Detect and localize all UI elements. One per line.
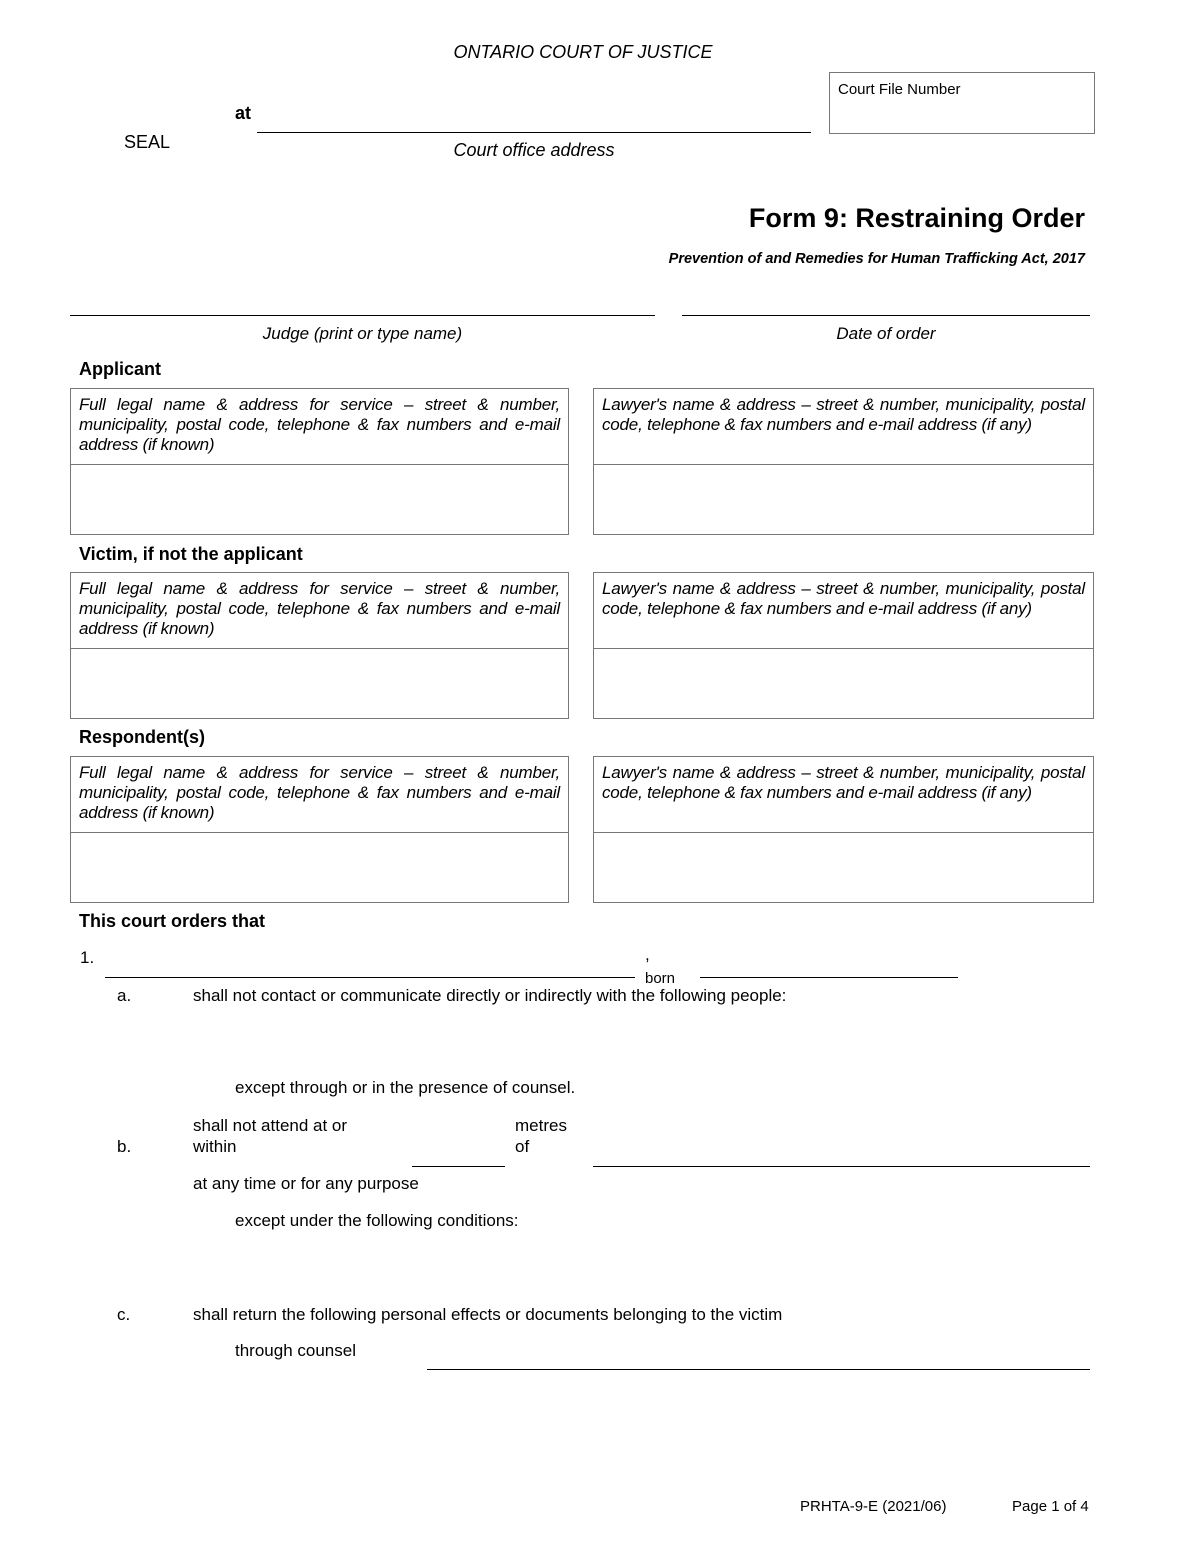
order-a-letter: a. — [117, 986, 132, 1005]
court-file-number-box[interactable] — [829, 72, 1095, 134]
respondent-party-box[interactable] — [70, 756, 569, 903]
order-b-metres: metres of — [515, 1116, 567, 1156]
page-number: Page 1 of 4 — [1012, 1498, 1089, 1515]
order-c-text: shall return the following personal effects or documents belonging to the victim — [193, 1305, 783, 1324]
act-name: Prevention of and Remedies for Human Trafficking Act, 2017 — [668, 251, 1085, 267]
respondent-party-field[interactable] — [71, 833, 568, 904]
respondent-lawyer-label: Lawyer's name & address – street & number, municipality, postal code, telephone & fax numbers and e-mail address (if any) — [594, 757, 1093, 833]
respondent-heading: Respondent(s) — [79, 727, 205, 747]
applicant-lawyer-label: Lawyer's name & address – street & number, municipality, postal code, telephone & fax numbers and e-mail address (if any) — [594, 389, 1093, 465]
applicant-party-label: Full legal name & address for service – street & number, municipality, postal code, telephone & fax numbers and e-mail address (if known) — [71, 389, 568, 465]
form-code: PRHTA-9-E (2021/06) — [800, 1498, 947, 1515]
court-office-address-line[interactable] — [257, 132, 811, 133]
applicant-heading: Applicant — [79, 359, 162, 379]
counsel-line[interactable] — [427, 1369, 1090, 1370]
place-line[interactable] — [593, 1166, 1090, 1167]
at-label: at — [235, 103, 252, 123]
court-office-caption: Court office address — [453, 140, 615, 160]
order-1-number: 1. — [80, 948, 95, 967]
form-title: Form 9: Restraining Order — [748, 203, 1085, 233]
date-caption: Date of order — [836, 324, 936, 343]
court-file-number-label: Court File Number — [838, 81, 961, 98]
applicant-party-field[interactable] — [71, 465, 568, 536]
order-b-anytime: at any time or for any purpose — [193, 1174, 419, 1193]
victim-lawyer-field[interactable] — [594, 649, 1093, 720]
victim-party-field[interactable] — [71, 649, 568, 720]
respondent-lawyer-field[interactable] — [594, 833, 1093, 904]
respondent-name-line[interactable] — [105, 977, 635, 978]
order-a-except: except through or in the presence of counsel. — [235, 1078, 576, 1097]
order-b-text: shall not attend at or within — [193, 1116, 348, 1156]
applicant-lawyer-box[interactable] — [593, 388, 1094, 535]
order-c-through: through counsel — [235, 1341, 356, 1360]
respondent-lawyer-box[interactable] — [593, 756, 1094, 903]
metres-line[interactable] — [412, 1166, 505, 1167]
order-c-letter: c. — [117, 1305, 131, 1324]
order-b-except: except under the following conditions: — [235, 1211, 519, 1230]
comma: , — [645, 945, 650, 964]
orders-heading: This court orders that — [79, 911, 266, 931]
date-of-order-line[interactable] — [682, 315, 1090, 316]
born-label: born — [645, 970, 676, 987]
victim-heading: Victim, if not the applicant — [79, 544, 303, 564]
victim-party-box[interactable] — [70, 572, 569, 719]
order-b-letter: b. — [117, 1137, 132, 1156]
date-of-birth-line[interactable] — [700, 977, 958, 978]
applicant-lawyer-field[interactable] — [594, 465, 1093, 536]
applicant-party-box[interactable] — [70, 388, 569, 535]
victim-lawyer-box[interactable] — [593, 572, 1094, 719]
judge-caption: Judge (print or type name) — [262, 324, 463, 343]
victim-party-label: Full legal name & address for service – street & number, municipality, postal code, telephone & fax numbers and e-mail address (if known) — [71, 573, 568, 649]
seal-label: SEAL — [124, 132, 171, 152]
court-name: ONTARIO COURT OF JUSTICE — [453, 42, 713, 62]
order-a-text: shall not contact or communicate directly or indirectly with the following people: — [193, 986, 787, 1005]
victim-lawyer-label: Lawyer's name & address – street & number, municipality, postal code, telephone & fax numbers and e-mail address (if any) — [594, 573, 1093, 649]
judge-name-line[interactable] — [70, 315, 655, 316]
respondent-party-label: Full legal name & address for service – street & number, municipality, postal code, telephone & fax numbers and e-mail address (if known) — [71, 757, 568, 833]
